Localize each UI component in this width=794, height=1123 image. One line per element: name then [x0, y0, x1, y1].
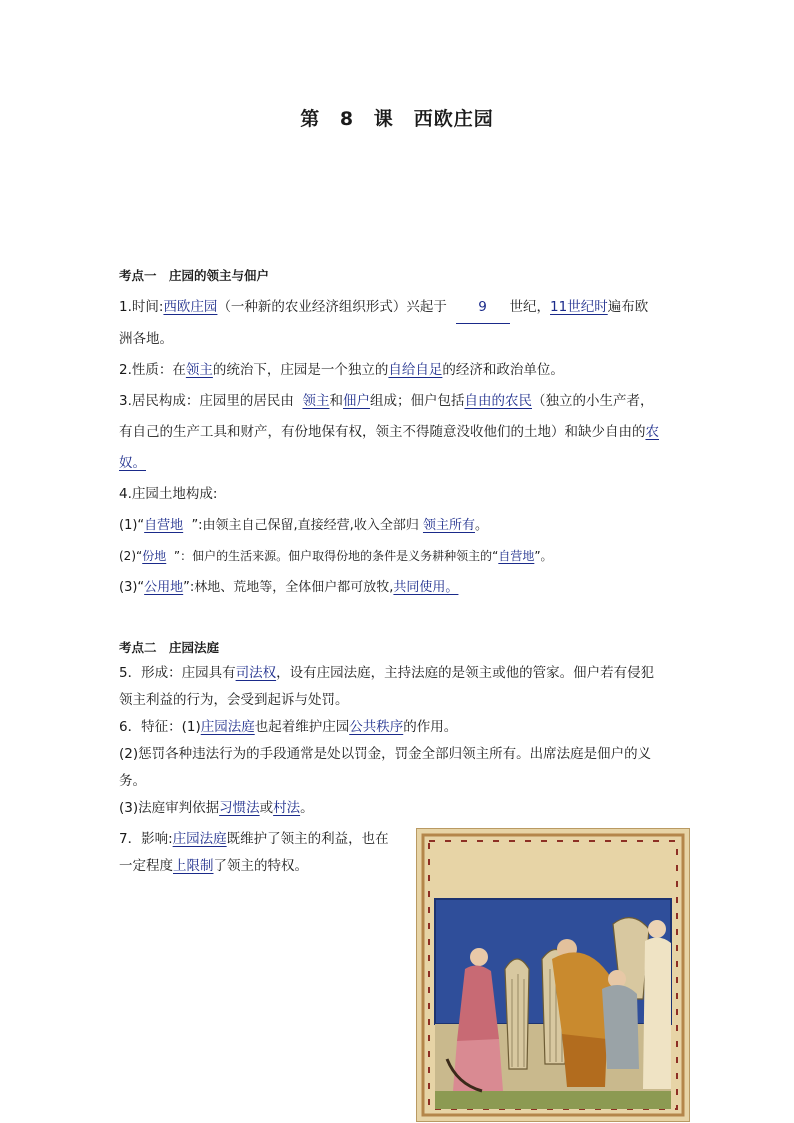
keyword: 奴。: [119, 455, 146, 471]
paragraph-land: 4.庄园土地构成:: [119, 486, 218, 502]
section-heading: 考点一 庄园的领主与佃户: [119, 268, 270, 283]
paragraph-time: 1.时间:西欧庄园（一种新的农业经济组织形式）兴起于 9 世纪，11世纪时遍布欧: [119, 292, 679, 324]
land-item-holding: (2)“份地 ”：佃户的生活来源。佃户取得份地的条件是义务耕种领主的“自营地”。: [119, 549, 553, 563]
paragraph-influence: 7．影响:庄园法庭既维护了领主的利益，也在: [119, 831, 389, 847]
keyword: 庄园法庭: [200, 719, 255, 735]
keyword: 公用地: [144, 580, 184, 595]
medieval-harvest-illustration: [416, 828, 690, 1122]
paragraph-features: 6．特征：(1)庄园法庭也起着维护庄园公共秩序的作用。: [119, 719, 458, 735]
keyword: 村法: [273, 800, 301, 816]
keyword: 公共秩序: [349, 719, 404, 735]
section-heading: 考点二 庄园法庭: [119, 640, 220, 655]
land-item-common: (3)“公用地”:林地、荒地等，全体佃户都可放牧,共同使用。: [119, 580, 459, 595]
keyword: 司法权: [235, 665, 277, 681]
keyword: 庄园法庭: [172, 831, 227, 847]
section-lords-and-tenants: 考点一 庄园的领主与佃户 1.时间:西欧庄园（一种新的农业经济组织形式）兴起于 9 世纪，11世纪时遍布欧 洲各地。 2.性质：在领主的统治下，庄园是一个独立的自给自足的经济和政治单位。 3.居民构成：庄园里的居民由 领主和佃户组成；佃户包括自由的农民（独立的小生产者， 有自己的生产工具和财产，有份地保有权，领主不得随意没收他们的土地）和缺少自由的农 奴。 4.庄园土地构成: (1)“自营地 ”:由领主自己保留,直接经营,收入全部归 领主所有。 (2)“份地 ”：佃户的生活来源。佃户取得份地的条件是义务耕种领主的“自营地”。 (3)“公用地”:林地、荒地等，全体佃户都可放牧,共同使用。: [119, 264, 679, 603]
keyword: 自营地: [144, 518, 184, 533]
section-manor-court: 考点二 庄园法庭 5．形成：庄园具有司法权，设有庄园法庭，主持法庭的是领主或他的管家。佃户若有侵犯 领主利益的行为，会受到起诉与处罚。 6．特征：(1)庄园法庭也起着维护庄园公共秩序的作用。 (2)惩罚各种违法行为的手段通常是处以罚金，罚金全部归领主所有。出席法庭是佃户的义 务。 (3)法庭审判依据习惯法或村法。 7．影响:庄园法庭既维护了领主的利益，也在 一定程度上限制了领主的特权。: [119, 636, 679, 880]
page-title: 第 8 课 西欧庄园: [300, 108, 494, 130]
keyword: 自营地: [498, 549, 535, 563]
keyword: 领主: [185, 362, 213, 378]
reaper-figure-far-right: [643, 920, 671, 1089]
keyword: 领主: [302, 393, 330, 409]
keyword: 11世纪时: [550, 299, 608, 315]
keyword: 佃户: [342, 393, 370, 409]
paragraph-nature: 2.性质：在领主的统治下，庄园是一个独立的自给自足的经济和政治单位。: [119, 362, 564, 378]
land-item-demesne: (1)“自营地 ”:由领主自己保留,直接经营,收入全部归 领主所有。: [119, 518, 488, 533]
keyword: 份地: [142, 549, 167, 563]
keyword: 领主所有: [422, 518, 475, 533]
paragraph-formation: 5．形成：庄园具有司法权，设有庄园法庭，主持法庭的是领主或他的管家。佃户若有侵犯: [119, 665, 655, 681]
keyword: 自给自足: [388, 362, 443, 378]
keyword: 西欧庄园: [163, 299, 218, 315]
keyword: 上限制: [173, 858, 214, 874]
keyword: 习惯法: [219, 800, 260, 816]
keyword: 农: [645, 424, 659, 440]
paragraph-residents: 3.居民构成：庄园里的居民由 领主和佃户组成；佃户包括自由的农民（独立的小生产者，: [119, 393, 654, 409]
fill-blank: 9: [456, 292, 510, 324]
keyword: 共同使用。: [393, 580, 459, 595]
keyword: 自由的农民: [464, 393, 532, 409]
